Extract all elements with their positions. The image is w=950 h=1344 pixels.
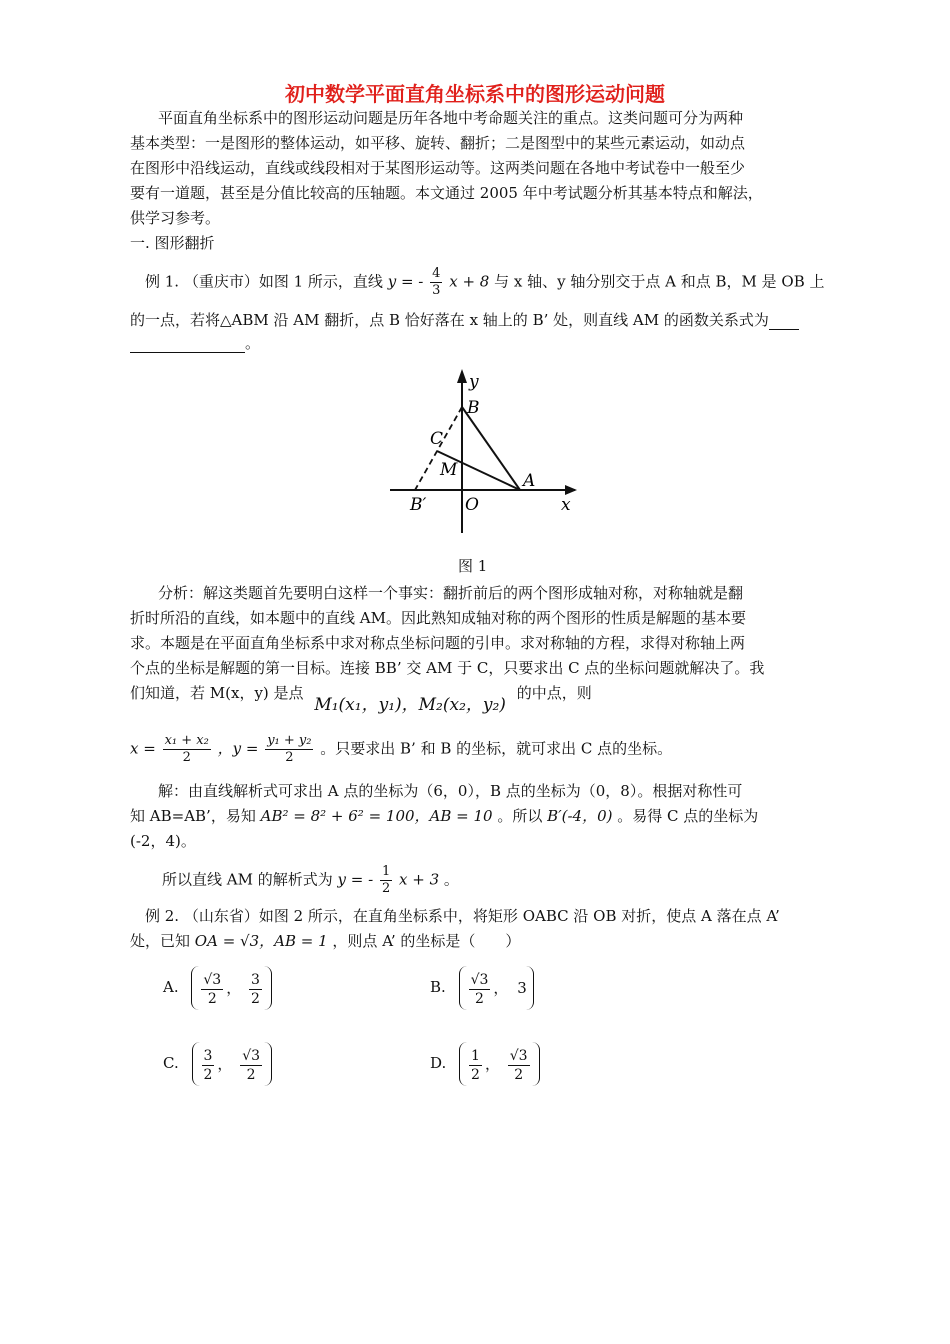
option-c[interactable]	[163, 1042, 272, 1086]
ex1-eq-y: y = -	[387, 272, 424, 291]
option-label: D.	[430, 1054, 447, 1072]
solution-formula: AB² = 8² + 6² = 100，AB = 10	[260, 807, 493, 825]
frac-num: 3	[203, 1047, 213, 1064]
label-A: A	[523, 471, 536, 491]
option-frac	[240, 1047, 262, 1084]
label-B-prime: B′	[410, 495, 427, 515]
frac-num: 3	[251, 971, 260, 988]
frac-num: √3	[203, 971, 222, 988]
midpoint-x-numerator: x₁ + x₂	[164, 733, 209, 748]
option-coordinate: $\frac{1}{2}$ ， $\frac{√3}{2}$	[459, 1042, 540, 1086]
example-1-line-1	[145, 266, 825, 299]
ex1-frac-numerator: 4	[432, 266, 441, 281]
analysis-line: 个点的坐标是解题的第一目标。连接 BB’ 交 AM 于 C，只要求出 C 点的坐标问题就解决了。我	[130, 659, 765, 677]
option-coordinate: $\frac{√3}{2}$ ， $\frac{3}{2}$	[191, 966, 272, 1010]
x-axis-arrow	[565, 485, 577, 495]
midpoint-formula	[130, 733, 672, 766]
intro-line: 要有一道题，甚至是分值比较高的压轴题。本文通过 2005 年中考试题分析其基本特点和解法，	[130, 184, 763, 202]
frac-den: 2	[203, 1066, 213, 1083]
frac-den: 2	[475, 990, 484, 1007]
option-frac	[469, 1047, 482, 1084]
line-AB	[462, 407, 520, 490]
analysis-text: 们知道，若 M(x，y) 是点	[130, 684, 304, 702]
ex1-eq-tail: x + 8	[449, 272, 490, 291]
intro-line: 平面直角坐标系中的图形运动问题是历年各地中考命题关注的重点。这类问题可分为两种	[158, 109, 744, 127]
option-coordinate: $\frac{√3}{2}$ ， 3	[459, 966, 534, 1010]
option-frac	[469, 971, 491, 1008]
figure-1-diagram	[385, 365, 585, 535]
analysis-line-last	[130, 683, 592, 715]
points-formula: M₁(x₁，y₁)，M₂(x₂，y₂)	[314, 695, 506, 715]
midpoint-y-denominator: 2	[285, 750, 294, 765]
section-heading: 一. 图形翻折	[130, 234, 215, 252]
option-frac	[508, 1047, 530, 1084]
solution-line-4	[162, 864, 459, 897]
solution-text: 。所以	[497, 807, 543, 825]
midpoint-x-fraction	[163, 733, 211, 766]
ex1-end-mark: 。	[245, 334, 261, 352]
ex1-text-a: 例 1. （重庆市）如图 1 所示，直线	[145, 272, 383, 291]
option-label: B.	[430, 978, 446, 996]
am-eq-y: y = -	[337, 870, 374, 889]
frac-den: 2	[471, 1066, 480, 1083]
ex1-frac-denominator: 3	[432, 283, 441, 298]
option-frac	[202, 1047, 215, 1084]
y-axis-arrow	[457, 369, 467, 383]
intro-line: 在图形中沿线运动，直线或线段相对于某图形运动等。这两类问题在各地中考试卷中一般至少	[130, 159, 746, 177]
solution-line-2	[130, 806, 758, 826]
option-label: C.	[163, 1054, 179, 1072]
intro-line: 基本类型：一是图形的整体运动，如平移、旋转、翻折；二是图型中的某些元素运动，如动点	[130, 134, 746, 152]
example-2-line-1: 例 2. （山东省）如图 2 所示，在直角坐标系中，将矩形 OABC 沿 OB 对折，使点 A 落在点 A’	[145, 907, 780, 925]
solution-line-1: 解：由直线解析式可求出 A 点的坐标为（6，0），B 点的坐标为（0，8）。根据对称性可	[158, 782, 743, 800]
figure-caption: 图 1	[458, 557, 488, 575]
frac-num: √3	[509, 1047, 528, 1064]
midpoint-y-numerator: y₁ + y₂	[267, 733, 312, 748]
solution-text: 知 AB=AB’，易知	[130, 807, 256, 825]
frac-den: 2	[514, 1066, 524, 1083]
label-y: y	[469, 372, 479, 392]
am-fraction	[380, 864, 392, 897]
option-coordinate: $\frac{3}{2}$ ， $\frac{√3}{2}$	[192, 1042, 273, 1086]
frac-num: √3	[470, 971, 489, 988]
answer-blank	[130, 352, 245, 353]
b-prime-coordinate: B′(-4，0)	[547, 807, 613, 825]
midpoint-tail-text: 。只要求出 B’ 和 B 的坐标，就可求出 C 点的坐标。	[320, 739, 673, 758]
am-eq-tail: x + 3	[399, 870, 440, 889]
option-value: 3	[517, 979, 527, 997]
label-O: O	[465, 495, 479, 515]
ex1-fraction	[430, 266, 442, 299]
page-title: 初中数学平面直角坐标系中的图形运动问题	[285, 82, 665, 106]
frac-den: 2	[207, 990, 217, 1007]
solution-text: 。易得 C 点的坐标为	[617, 807, 759, 825]
analysis-line: 求。本题是在平面直角坐标系中求对称点坐标问题的引申。求对称轴的方程，求得对称轴上两	[130, 634, 746, 652]
ex2-text: 处，已知	[130, 932, 191, 950]
option-a[interactable]	[163, 966, 272, 1010]
example-1-line-2	[130, 310, 799, 330]
answer-blank	[769, 329, 799, 330]
ex1-text-b: 与 x 轴、y 轴分别交于点 A 和点 B，M 是 OB 上	[494, 272, 825, 291]
analysis-line: 折时所沿的直线，如本题中的直线 AM。因此熟知成轴对称的两个图形的性质是解题的基本要	[130, 609, 746, 627]
label-B: B	[467, 398, 480, 418]
label-M: M	[440, 460, 458, 480]
analysis-line: 分析：解这类题首先要明白这样一个事实：翻折前后的两个图形成轴对称，对称轴就是翻	[158, 584, 744, 602]
frac-den: 2	[246, 1066, 256, 1083]
frac-num: √3	[242, 1047, 261, 1064]
ex2-given: OA = √3，AB = 1	[194, 932, 328, 950]
am-frac-denominator: 2	[381, 881, 391, 896]
ex1-line2-text: 的一点，若将△ABM 沿 AM 翻折，点 B 恰好落在 x 轴上的 B’ 处，则直线 AM 的函数关系式为	[130, 311, 769, 329]
example-2-line-2	[130, 931, 520, 951]
analysis-text: 的中点，则	[516, 684, 592, 702]
ex2-text: ，则点 A’ 的坐标是（ ）	[332, 932, 521, 950]
option-frac	[201, 971, 223, 1008]
solution-line-3: (-2，4)。	[130, 832, 196, 850]
option-label: A.	[163, 978, 179, 996]
solution-text: 所以直线 AM 的解析式为	[162, 870, 333, 889]
midpoint-x-lhs: x =	[130, 739, 156, 758]
midpoint-y-fraction	[265, 733, 313, 766]
example-1-line-3	[130, 333, 260, 353]
midpoint-x-denominator: 2	[182, 750, 191, 765]
midpoint-y-lhs: ，y =	[217, 739, 259, 758]
intro-line: 供学习参考。	[130, 209, 221, 227]
option-frac	[249, 971, 262, 1008]
frac-num: 1	[471, 1047, 480, 1064]
solution-end: 。	[443, 870, 459, 889]
label-x: x	[561, 495, 571, 515]
option-b[interactable]	[430, 966, 534, 1010]
label-C: C	[430, 429, 444, 449]
option-d[interactable]	[430, 1042, 540, 1086]
frac-den: 2	[251, 990, 260, 1007]
am-frac-numerator: 1	[381, 864, 391, 879]
